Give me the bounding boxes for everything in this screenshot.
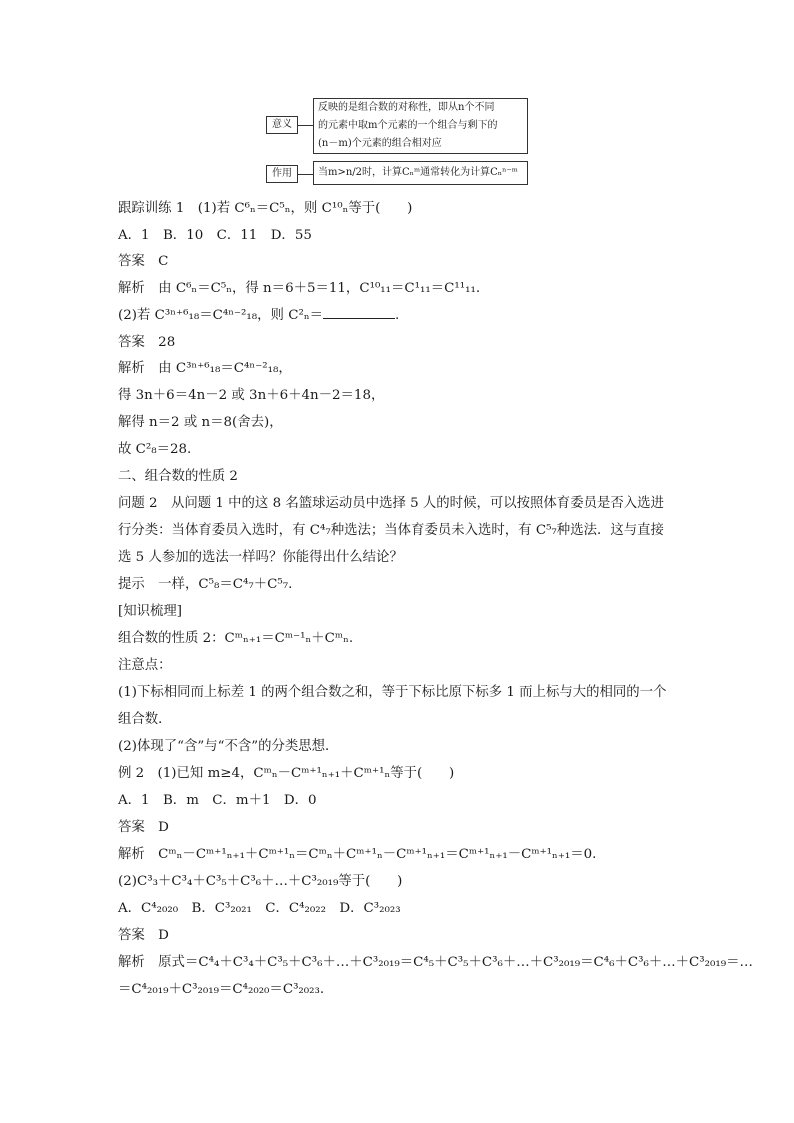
meaning-box bbox=[313, 98, 528, 154]
connector-line bbox=[297, 174, 313, 175]
text-line: 例 2 (1)已知 m≥4，Cᵐₙ－Cᵐ⁺¹ₙ₊₁＋Cᵐ⁺¹ₙ等于( ) bbox=[118, 766, 455, 781]
meaning-text-3: (n－m)个元素的组合相对应 bbox=[318, 138, 442, 149]
text-line: ＝C⁴₂₀₁₉＋C³₂₀₁₉＝C⁴₂₀₂₀＝C³₂₀₂₃. bbox=[118, 982, 325, 997]
text-line: 故 C²₈＝28. bbox=[118, 442, 192, 457]
text-line: 选 5 人参加的选法一样吗？你能得出什么结论？ bbox=[118, 550, 403, 565]
meaning-text-2: 的元素中取m个元素的一个组合与剩下的 bbox=[318, 120, 498, 131]
answer-blank bbox=[323, 306, 395, 319]
meaning-label: 意义 bbox=[266, 116, 298, 134]
meaning-text-1: 反映的是组合数的对称性，即从n个不同 bbox=[318, 102, 495, 113]
text-line: 问题 2 从问题 1 中的这 8 名篮球运动员中选择 5 人的时候，可以按照体育委员是否入选进 bbox=[118, 496, 664, 511]
text-line: 答案 D bbox=[118, 928, 169, 943]
text-line: A．1 B．m C．m＋1 D．0 bbox=[118, 793, 317, 808]
text-line: 答案 D bbox=[118, 820, 169, 835]
text-line: 得 3n＋6＝4n－2 或 3n＋6＋4n－2＝18， bbox=[118, 388, 385, 403]
section-heading: 二、组合数的性质 2 bbox=[118, 469, 238, 484]
text-line: 提示 一样，C⁵₈＝C⁴₇＋C⁵₇. bbox=[118, 577, 293, 592]
use-text: 当m>n/2时，计算Cₙᵐ通常转化为计算Cₙⁿ⁻ᵐ bbox=[318, 167, 518, 178]
text-line: 解析 由 C³ⁿ⁺⁶₁₈＝C⁴ⁿ⁻²₁₈， bbox=[118, 361, 292, 376]
text-line: 组合数． bbox=[118, 712, 172, 727]
property-diagram bbox=[266, 98, 528, 188]
use-box bbox=[313, 161, 528, 185]
text-line: 答案 28 bbox=[118, 335, 176, 350]
text-line: A．1 B．10 C．11 D．55 bbox=[118, 228, 312, 243]
text-line: 组合数的性质 2：Cᵐₙ₊₁＝Cᵐ⁻¹ₙ＋Cᵐₙ. bbox=[118, 631, 354, 646]
text-line: (2)若 C³ⁿ⁺⁶₁₈＝C⁴ⁿ⁻²₁₈，则 C²ₙ＝ . bbox=[118, 308, 400, 323]
connector-line bbox=[297, 125, 313, 126]
text-line: 注意点： bbox=[118, 658, 172, 673]
text-line: 行分类：当体育委员入选时，有 C⁴₇种选法；当体育委员未入选时，有 C⁵₇种选法．这与直接 bbox=[118, 523, 664, 538]
text-line: (2)体现了“含”与“不含”的分类思想． bbox=[118, 739, 339, 754]
use-label: 作用 bbox=[266, 165, 298, 183]
text-line: (1)下标相同而上标差 1 的两个组合数之和，等于下标比原下标多 1 而上标与大的相同的一个 bbox=[118, 685, 667, 700]
text-line: [知识梳理] bbox=[118, 604, 183, 619]
text-line: A．C⁴₂₀₂₀ B．C³₂₀₂₁ C．C⁴₂₀₂₂ D．C³₂₀₂₃ bbox=[118, 901, 401, 916]
text-line: 答案 C bbox=[118, 254, 169, 269]
text-line: 解析 原式＝C⁴₄＋C³₄＋C³₅＋C³₆＋…＋C³₂₀₁₉＝C⁴₅＋C³₅＋C³₆＋…＋C³₂₀₁₉＝C⁴₆＋C³₆＋…＋C³₂₀₁₉＝… bbox=[118, 955, 753, 970]
question-text: (2)若 C³ⁿ⁺⁶₁₈＝C⁴ⁿ⁻²₁₈，则 C²ₙ＝ bbox=[118, 308, 323, 323]
text-line: (2)C³₃＋C³₄＋C³₅＋C³₆＋…＋C³₂₀₁₉等于( ) bbox=[118, 874, 403, 889]
text-line: 解析 Cᵐₙ－Cᵐ⁺¹ₙ₊₁＋Cᵐ⁺¹ₙ＝Cᵐₙ＋Cᵐ⁺¹ₙ－Cᵐ⁺¹ₙ₊₁＝Cᵐ⁺¹ₙ₊₁－Cᵐ⁺¹ₙ₊₁＝0. bbox=[118, 847, 597, 862]
text-line: 跟踪训练 1 (1)若 C⁶ₙ＝C⁵ₙ，则 C¹⁰ₙ等于( ) bbox=[118, 201, 413, 216]
text-line: 解析 由 C⁶ₙ＝C⁵ₙ，得 n＝6＋5＝11，C¹⁰₁₁＝C¹₁₁＝C¹¹₁₁. bbox=[118, 281, 481, 296]
text-line: 解得 n＝2 或 n＝8(舍去)， bbox=[118, 415, 283, 430]
